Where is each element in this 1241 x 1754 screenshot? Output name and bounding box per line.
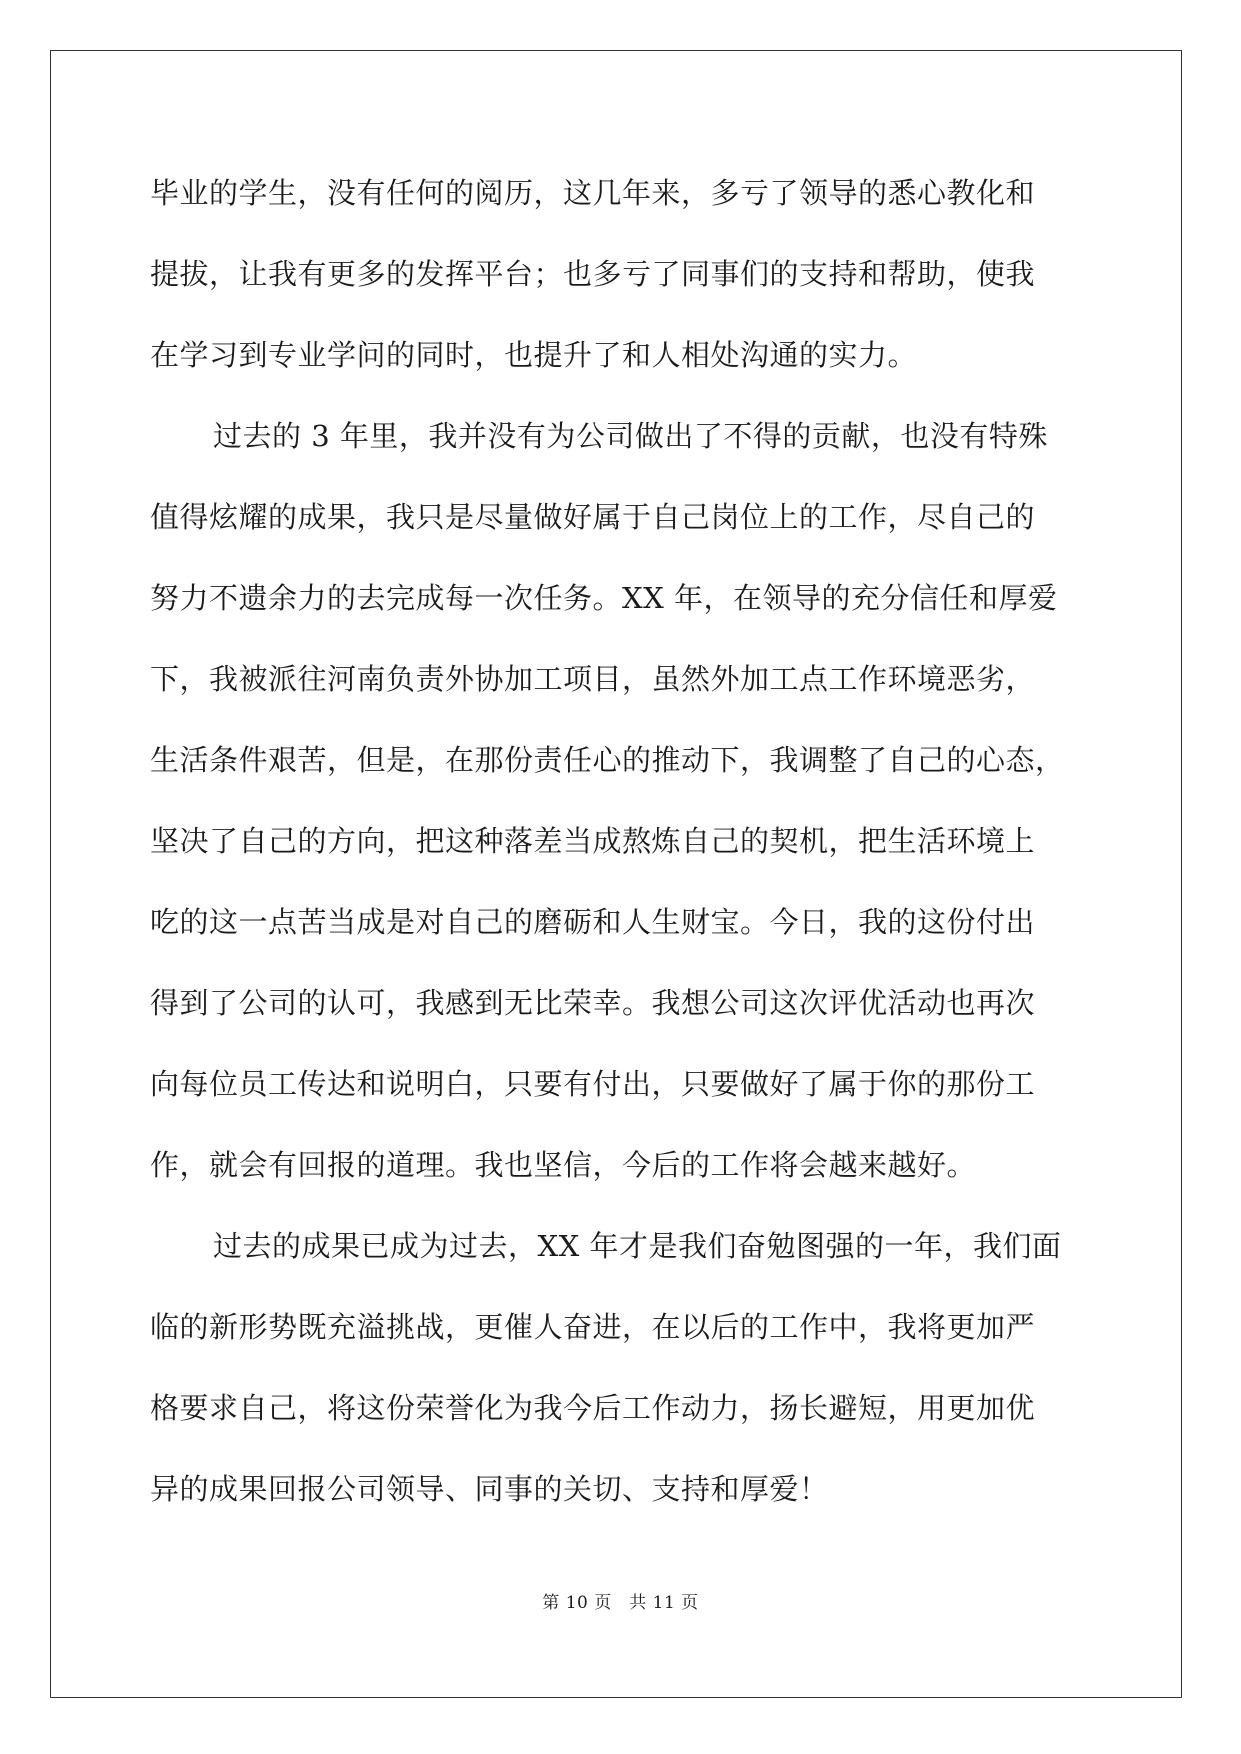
paragraph-start-line: 过去的成果已成为过去，XX 年才是我们奋勉图强的一年，我们面 (213, 1229, 1062, 1263)
text-line: 毕业的学生，没有任何的阅历，这几年来，多亏了领导的悉心教化和 (150, 176, 1036, 210)
text-line: 临的新形势既充溢挑战，更催人奋进，在以后的工作中，我将更加严 (150, 1310, 1036, 1344)
text-line: 努力不遗余力的去完成每一次任务。XX 年，在领导的充分信任和厚爱 (150, 581, 1058, 615)
text-line: 吃的这一点苦当成是对自己的磨砺和人生财宝。今日，我的这份付出 (150, 905, 1036, 939)
text-line: 坚决了自己的方向，把这种落差当成熬炼自己的契机，把生活环境上 (150, 824, 1036, 858)
text-line: 向每位员工传达和说明白，只要有付出，只要做好了属于你的那份工 (150, 1067, 1036, 1101)
text-line: 格要求自己，将这份荣誉化为我今后工作动力，扬长避短，用更加优 (150, 1391, 1036, 1425)
text-line: 生活条件艰苦，但是，在那份责任心的推动下，我调整了自己的心态， (150, 743, 1065, 777)
page-number-footer: 第 10 页 共 11 页 (542, 1593, 699, 1613)
text-line: 作，就会有回报的道理。我也坚信，今后的工作将会越来越好。 (150, 1148, 977, 1182)
text-line: 值得炫耀的成果，我只是尽量做好属于自己岗位上的工作，尽自己的 (150, 500, 1036, 534)
text-line: 在学习到专业学问的同时，也提升了和人相处沟通的实力。 (150, 338, 918, 372)
text-line: 提拔，让我有更多的发挥平台；也多亏了同事们的支持和帮助，使我 (150, 257, 1036, 291)
document-body (150, 153, 1090, 1530)
text-line: 下，我被派往河南负责外协加工项目，虽然外加工点工作环境恶劣， (150, 662, 1036, 696)
text-line: 得到了公司的认可，我感到无比荣幸。我想公司这次评优活动也再次 (150, 986, 1036, 1020)
paragraph-start-line: 过去的 3 年里，我并没有为公司做出了不得的贡献，也没有特殊 (213, 419, 1048, 453)
text-line: 异的成果回报公司领导、同事的关切、支持和厚爱！ (150, 1472, 829, 1506)
